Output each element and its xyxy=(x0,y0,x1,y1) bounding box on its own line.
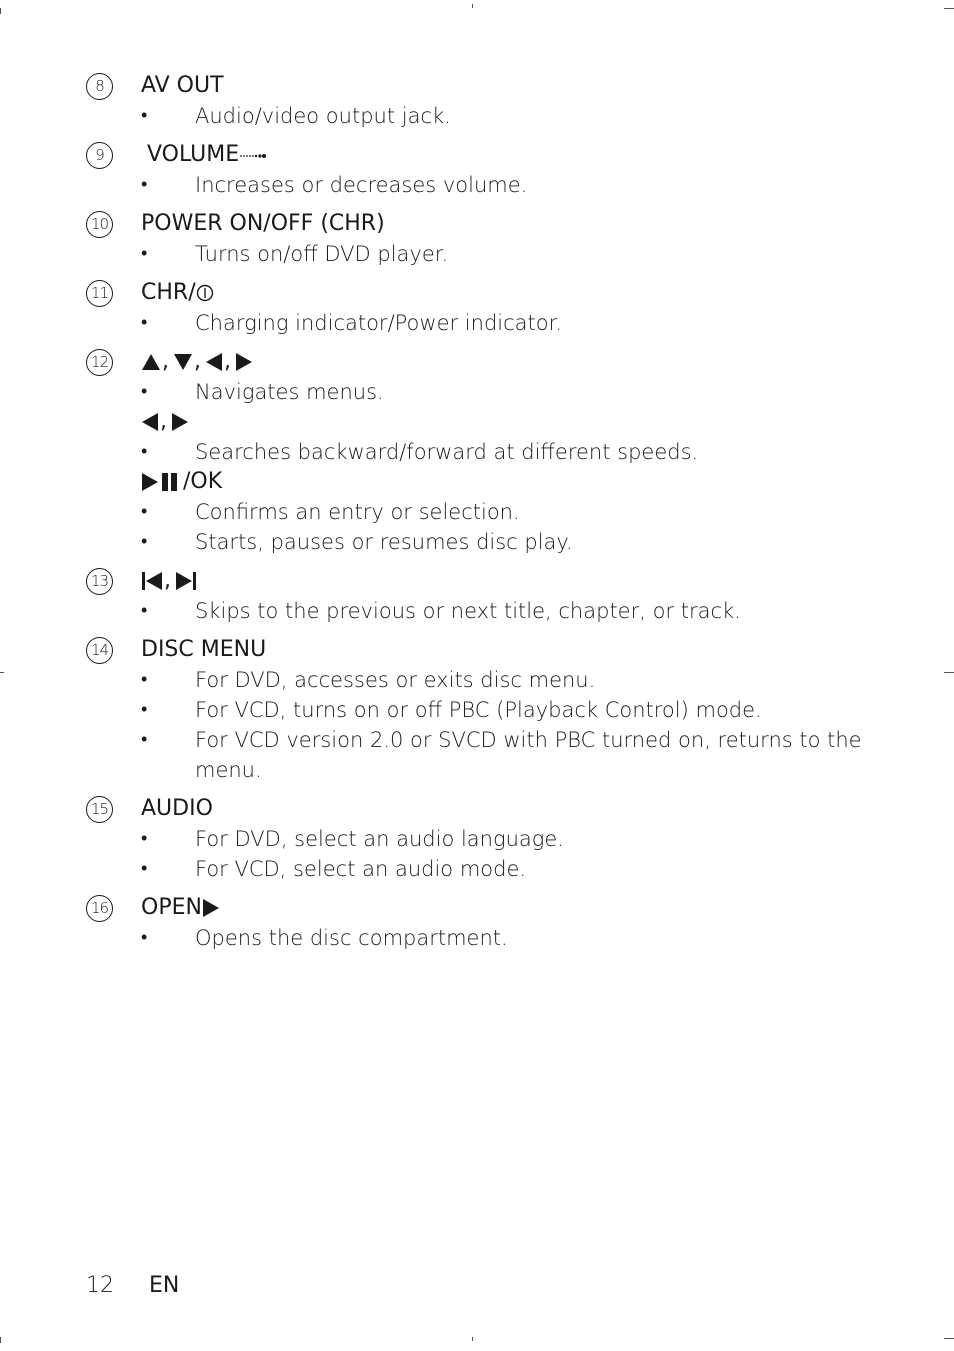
item-title-row xyxy=(141,565,866,596)
bullet-item: • Searches backward/forward at different speeds. xyxy=(141,437,866,467)
crop-mark xyxy=(0,672,4,673)
bullet-list xyxy=(141,308,866,338)
bullet-list xyxy=(141,101,866,131)
item-title: OPEN xyxy=(141,895,202,920)
item-navigation xyxy=(86,346,866,557)
item-title: DISC MENU xyxy=(141,637,267,662)
right-triangle-icon xyxy=(235,352,253,372)
bullet-list xyxy=(141,377,866,407)
up-triangle-icon xyxy=(141,353,161,371)
separator: , xyxy=(162,349,169,374)
bullet-item: • For DVD, select an audio language. xyxy=(141,824,866,854)
sub-title-row xyxy=(141,467,866,497)
bullet-item: • Confirms an entry or selection. xyxy=(141,497,866,527)
left-triangle-icon xyxy=(141,412,159,432)
separator: , xyxy=(194,349,201,374)
page-number: 12 xyxy=(86,1273,114,1298)
bullet-list xyxy=(141,239,866,269)
item-chr xyxy=(86,277,866,338)
left-triangle-icon xyxy=(205,352,223,372)
bullet-item: • Navigates menus. xyxy=(141,377,866,407)
bullet-item: • For VCD, select an audio mode. xyxy=(141,854,866,884)
bullet-item: • Charging indicator/Power indicator. xyxy=(141,308,866,338)
play-pause-icon xyxy=(141,472,183,492)
item-number: 12 xyxy=(86,349,113,376)
right-triangle-icon xyxy=(171,412,189,432)
separator: , xyxy=(164,568,171,593)
volume-dots-icon xyxy=(239,150,267,160)
bullet-list xyxy=(141,170,866,200)
bullet-list xyxy=(141,923,866,953)
bullet-item: • For DVD, accesses or exits disc menu. xyxy=(141,665,866,695)
item-title-row xyxy=(141,892,866,923)
item-power xyxy=(86,208,866,269)
bullet-list xyxy=(141,437,866,467)
item-number: 11 xyxy=(86,280,113,307)
bullet-item: • For VCD version 2.0 or SVCD with PBC turned on, returns to the menu. xyxy=(141,725,866,785)
item-number: 16 xyxy=(86,895,113,922)
bullet-item: • Opens the disc compartment. xyxy=(141,923,866,953)
crop-mark xyxy=(472,4,473,8)
power-icon xyxy=(196,284,214,302)
item-title: AV OUT xyxy=(141,73,224,98)
crop-mark xyxy=(944,672,954,673)
item-number: 15 xyxy=(86,796,113,823)
separator: , xyxy=(160,409,167,434)
bullet-list xyxy=(141,824,866,884)
item-av-out xyxy=(86,70,866,131)
bullet-list xyxy=(141,497,866,557)
item-audio xyxy=(86,793,866,884)
item-number: 14 xyxy=(86,637,113,664)
sub-title-label: /OK xyxy=(183,469,223,494)
crop-mark xyxy=(944,8,954,9)
item-title: AUDIO xyxy=(141,796,213,821)
page-footer xyxy=(86,1270,179,1302)
crop-mark xyxy=(944,1338,954,1339)
crop-mark xyxy=(472,1337,473,1341)
open-triangle-icon xyxy=(202,898,220,918)
item-number: 8 xyxy=(86,73,113,100)
language-code: EN xyxy=(149,1273,180,1298)
item-volume xyxy=(86,139,866,200)
item-disc-menu xyxy=(86,634,866,785)
previous-icon xyxy=(141,571,163,591)
item-title: VOLUME xyxy=(147,142,240,167)
item-title-row xyxy=(141,277,866,308)
crop-mark xyxy=(0,8,1,14)
item-number: 9 xyxy=(86,142,113,169)
bullet-item: • Increases or decreases volume. xyxy=(141,170,866,200)
separator: , xyxy=(224,349,231,374)
down-triangle-icon xyxy=(173,353,193,371)
bullet-list xyxy=(141,665,866,785)
bullet-item: • Skips to the previous or next title, chapter, or track. xyxy=(141,596,866,626)
sub-title-row xyxy=(141,407,866,437)
item-title-row xyxy=(141,346,866,377)
bullet-item: • Turns on/off DVD player. xyxy=(141,239,866,269)
bullet-list xyxy=(141,596,866,626)
bullet-item: • For VCD, turns on or off PBC (Playback Control) mode. xyxy=(141,695,866,725)
crop-mark xyxy=(0,1337,1,1343)
item-title: POWER ON/OFF (CHR) xyxy=(141,211,385,236)
item-title: CHR/ xyxy=(141,280,196,305)
item-number: 10 xyxy=(86,211,113,238)
bullet-item: • Starts, pauses or resumes disc play. xyxy=(141,527,866,557)
item-open xyxy=(86,892,866,953)
item-skip xyxy=(86,565,866,626)
bullet-item: • Audio/video output jack. xyxy=(141,101,866,131)
page-content xyxy=(86,70,866,961)
item-title-row xyxy=(141,139,866,170)
next-icon xyxy=(175,571,197,591)
item-number: 13 xyxy=(86,568,113,595)
